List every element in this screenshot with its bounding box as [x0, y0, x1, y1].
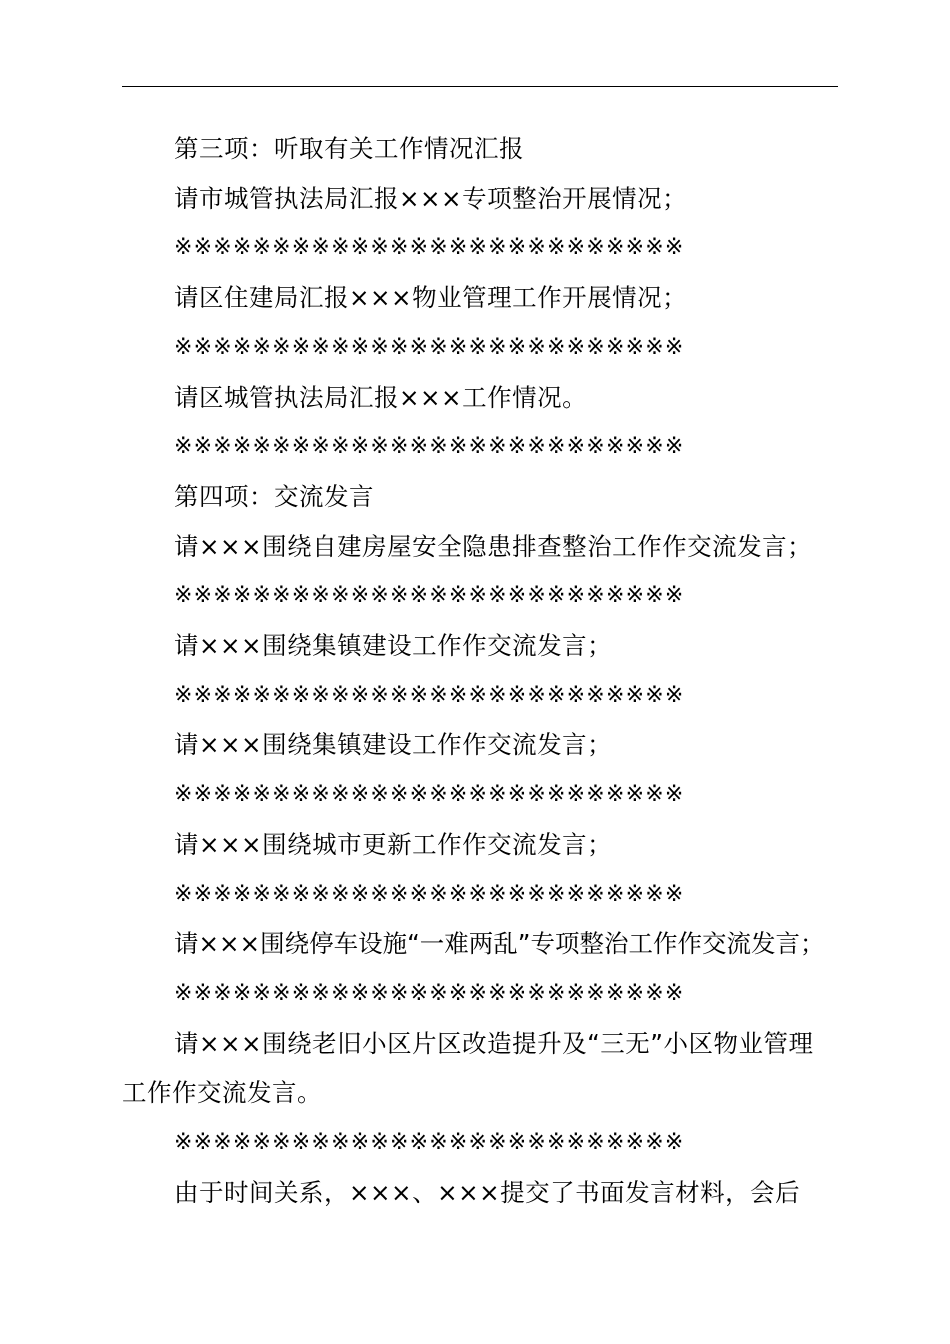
section-heading: 第四项：交流发言: [174, 481, 374, 511]
paragraph: 请×××围绕老旧小区片区改造提升及“三无”小区物业管理工作作交流发言。: [122, 1028, 814, 1108]
document-body: [122, 124, 838, 1217]
paragraph: 请×××围绕停车设施“一难两乱”专项整治工作作交流发言；: [174, 929, 825, 959]
paragraph: 请区住建局汇报×××物业管理工作开展情况；: [174, 283, 688, 313]
paragraph: 请市城管执法局汇报×××专项整治开展情况；: [174, 183, 688, 213]
paragraph: 请×××围绕集镇建设工作作交流发言；: [174, 631, 613, 661]
placeholder-stars: ※※※※※※※※※※※※※※※※※※※※※※※※※※: [174, 782, 685, 808]
paragraph: 请×××围绕城市更新工作作交流发言；: [174, 829, 613, 859]
placeholder-stars: ※※※※※※※※※※※※※※※※※※※※※※※※※※: [174, 682, 685, 708]
placeholder-stars: ※※※※※※※※※※※※※※※※※※※※※※※※※※: [174, 334, 685, 360]
paragraph: 请区城管执法局汇报×××工作情况。: [174, 382, 588, 412]
paragraph: 请×××围绕自建房屋安全隐患排查整治工作作交流发言；: [174, 531, 813, 561]
placeholder-stars: ※※※※※※※※※※※※※※※※※※※※※※※※※※: [174, 1130, 685, 1156]
paragraph: 由于时间关系，×××、×××提交了书面发言材料，会后: [174, 1177, 801, 1207]
paragraph: 请×××围绕集镇建设工作作交流发言；: [174, 730, 613, 760]
placeholder-stars: ※※※※※※※※※※※※※※※※※※※※※※※※※※: [174, 583, 685, 609]
placeholder-stars: ※※※※※※※※※※※※※※※※※※※※※※※※※※: [174, 235, 685, 261]
header-rule: [122, 86, 838, 87]
placeholder-stars: ※※※※※※※※※※※※※※※※※※※※※※※※※※: [174, 881, 685, 907]
section-heading: 第三项：听取有关工作情况汇报: [174, 134, 524, 163]
placeholder-stars: ※※※※※※※※※※※※※※※※※※※※※※※※※※: [174, 434, 685, 460]
placeholder-stars: ※※※※※※※※※※※※※※※※※※※※※※※※※※: [174, 980, 685, 1006]
